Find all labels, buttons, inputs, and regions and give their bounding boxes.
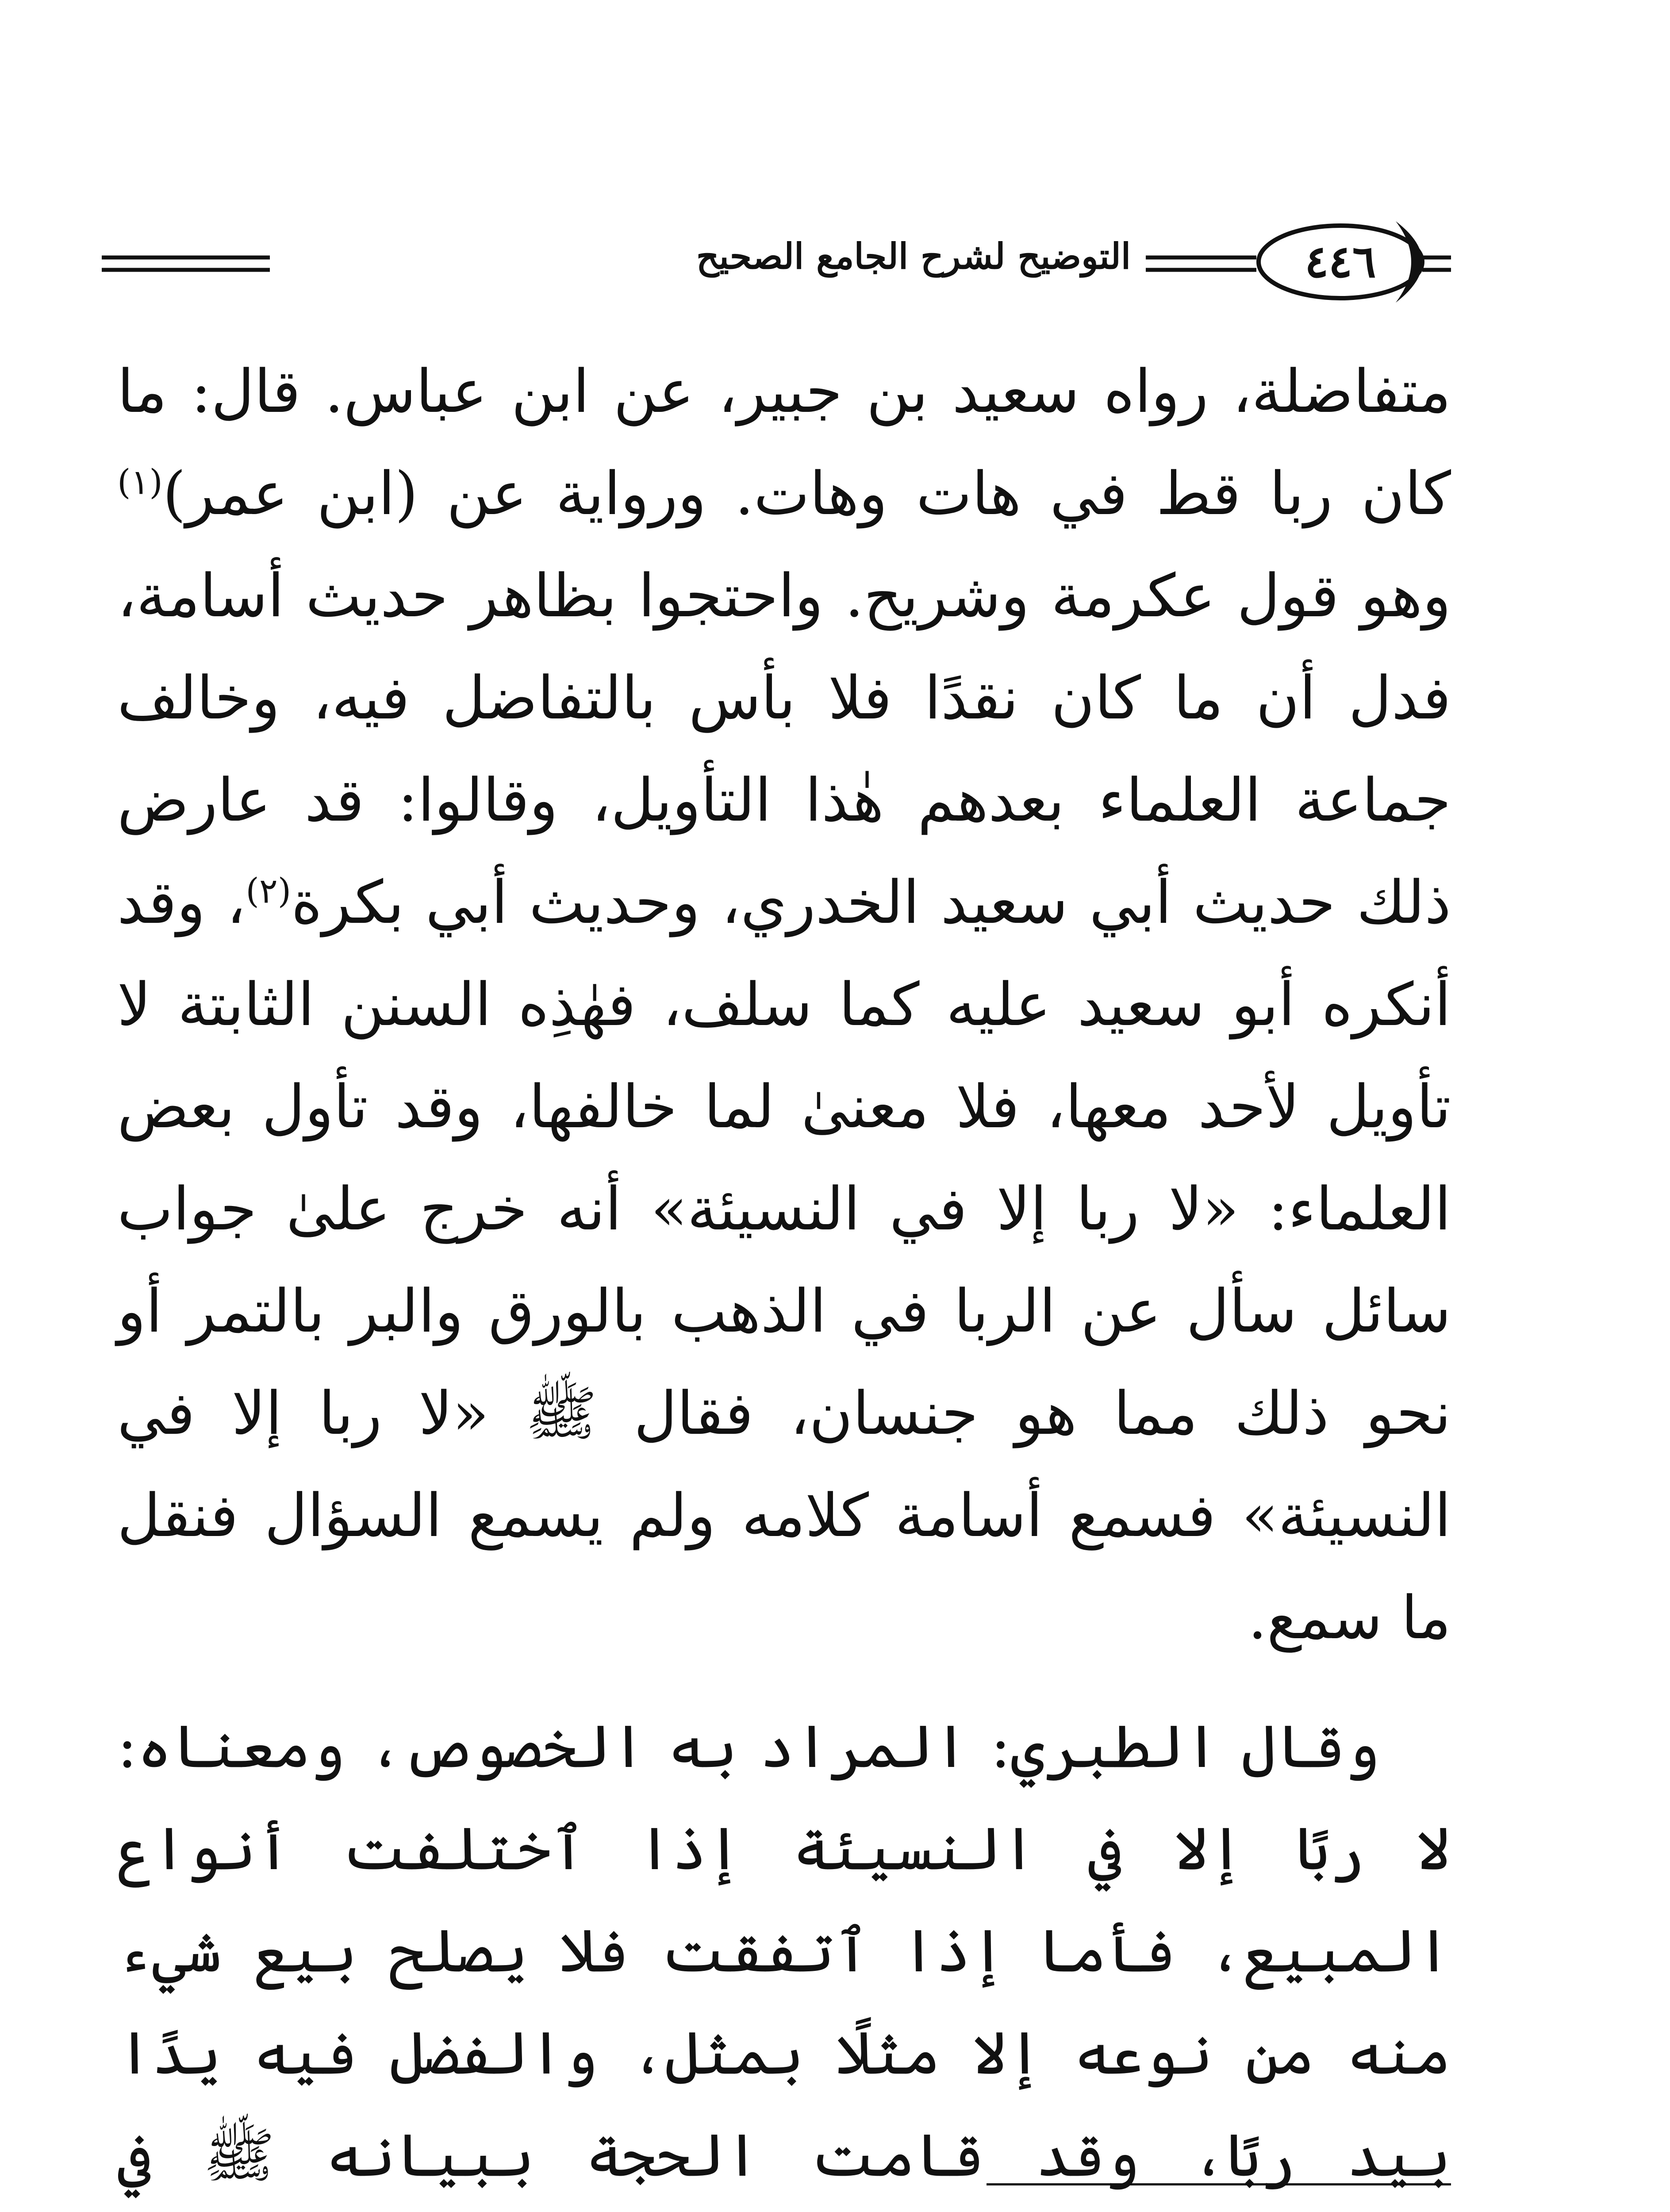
paragraph: وقال الطبري: المراد به الخصوص، ومعناه: لا ربًا إلا في النسيئة إذا ٱختلفت أنواع المبيع، فأما إذا ٱتفقت فلا يصلح بيع شيء منه من نوعه إلا مثلًا بمثل، والفضل فيه يدًا بيد ربًا، وقد قامت الحجة ببيانه ﷺ في (117, 1712, 1451, 2190)
body-text (117, 341, 1451, 2212)
running-title: التوضيح لشرح الجامع الصحيح (102, 235, 1451, 277)
footnote-ref-1[interactable]: (١) (117, 462, 163, 503)
paragraph: متفاضلة، رواه سعيد بن جبير، عن ابن عباس. قال: ما كان ربا قط في هات وهات. ورواية عن (ابن عمر)$^{(١)}$ وهو قول عكرمة وشريح. واحتجوا بظاهر حديث أسامة، فدل أن ما كان نقدًا فلا بأس بالتفاضل فيه، وخالف جماعة العلماء بعدهم هٰذا التأويل، وقالوا: قد عارض ذلك حديث أبي سعيد الخدري، وحديث أبي بكرة$^{(٢)}$، وقد أنكره أبو سعيد عليه كما سلف، فهٰذِه السنن الثابتة لا تأويل لأحد معها، فلا معنىٰ لما خالفها، وقد تأول بعض العلماء: «لا ربا إلا في النسيئة» أنه خرج علىٰ جواب سائل سأل عن الربا في الذهب بالورق والبر بالتمر أو نحو ذلك مما هو جنسان، فقال ﷺ «لا ربا إلا في النسيئة» فسمع أسامة كلامه ولم يسمع السؤال فنقل ما سمع. (117, 357, 1451, 1652)
footnote-number (1393, 2208, 1451, 2212)
running-header (102, 208, 1451, 314)
page-number: ٤٤٦ (1305, 235, 1376, 288)
footnotes (117, 2208, 1451, 2212)
footnote-ref-2[interactable]: (٢) (246, 871, 292, 911)
footnote-item (117, 2208, 1451, 2212)
footnote-divider (987, 2183, 1451, 2185)
